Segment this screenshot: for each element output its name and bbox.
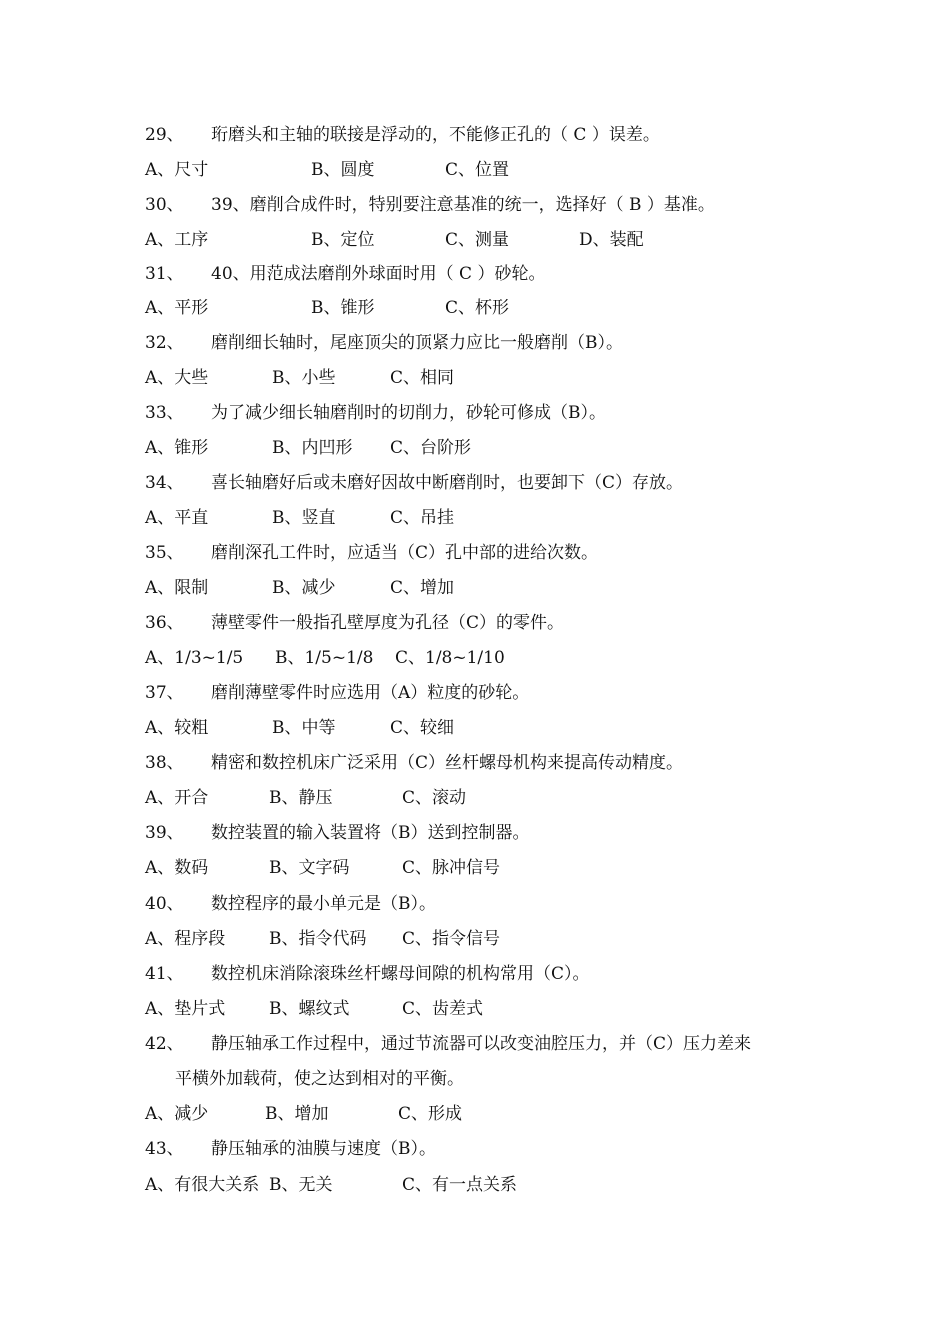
- option-a: A、限制: [145, 578, 209, 598]
- option-b: B、增加: [265, 1104, 329, 1124]
- option-b: B、竖直: [272, 508, 336, 528]
- question-number: 36、: [145, 613, 184, 633]
- question-number: 41、: [145, 964, 184, 984]
- question-text: 40、用范成法磨削外球面时用（ C ）砂轮。: [211, 264, 546, 284]
- question-number: 42、: [145, 1034, 184, 1054]
- option-c: C、吊挂: [390, 508, 455, 528]
- question-number: 35、: [145, 543, 184, 563]
- question-number: 32、: [145, 333, 184, 353]
- option-c: C、有一点关系: [402, 1175, 518, 1195]
- question-number: 43、: [145, 1139, 184, 1159]
- option-c: C、1/8~1/10: [395, 648, 505, 668]
- option-c: C、齿差式: [402, 999, 484, 1019]
- question-number: 37、: [145, 683, 184, 703]
- question-number: 39、: [145, 823, 184, 843]
- option-c: C、较细: [390, 718, 455, 738]
- question-text: 数控机床消除滚珠丝杆螺母间隙的机构常用（C）。: [211, 964, 590, 984]
- option-b: B、小些: [272, 368, 336, 388]
- option-a: A、开合: [145, 788, 209, 808]
- option-b: B、无关: [269, 1175, 333, 1195]
- option-d: D、装配: [579, 230, 644, 250]
- option-a: A、尺寸: [145, 160, 209, 180]
- option-b: B、定位: [311, 230, 375, 250]
- option-c: C、形成: [398, 1104, 463, 1124]
- question-number: 34、: [145, 473, 184, 493]
- option-a: A、平直: [145, 508, 209, 528]
- option-c: C、相同: [390, 368, 455, 388]
- question-text: 静压轴承工作过程中，通过节流器可以改变油腔压力，并（C）压力差来: [211, 1034, 752, 1054]
- question-number: 38、: [145, 753, 184, 773]
- option-b: B、内凹形: [272, 438, 353, 458]
- option-a: A、1/3~1/5: [145, 648, 244, 668]
- option-b: B、文字码: [269, 858, 350, 878]
- option-c: C、测量: [445, 230, 510, 250]
- question-number: 29、: [145, 125, 184, 145]
- option-b: B、锥形: [311, 298, 375, 318]
- question-number: 31、: [145, 264, 184, 284]
- option-b: B、螺纹式: [269, 999, 350, 1019]
- question-text: 为了减少细长轴磨削时的切削力，砂轮可修成（B）。: [211, 403, 606, 423]
- option-b: B、减少: [272, 578, 336, 598]
- question-42-continuation: [175, 1067, 464, 1091]
- question-number: 33、: [145, 403, 184, 423]
- option-a: A、锥形: [145, 438, 209, 458]
- question-text: 薄壁零件一般指孔壁厚度为孔径（C）的零件。: [211, 613, 565, 633]
- question-text: 数控程序的最小单元是（B）。: [211, 894, 436, 914]
- option-a: A、有很大关系: [145, 1175, 260, 1195]
- option-b: B、1/5~1/8: [275, 648, 374, 668]
- option-b: B、指令代码: [269, 929, 367, 949]
- question-text: 39、磨削合成件时，特别要注意基准的统一，选择好（ B ）基准。: [211, 195, 715, 215]
- option-a: A、数码: [145, 858, 209, 878]
- question-number: 40、: [145, 894, 184, 914]
- question-text: 珩磨头和主轴的联接是浮动的，不能修正孔的（ C ）误差。: [211, 125, 660, 145]
- question-text-continued: 平横外加载荷，使之达到相对的平衡。: [175, 1069, 464, 1089]
- option-c: C、脉冲信号: [402, 858, 501, 878]
- option-c: C、指令信号: [402, 929, 501, 949]
- option-a: A、垫片式: [145, 999, 226, 1019]
- question-text: 磨削薄壁零件时应选用（A）粒度的砂轮。: [211, 683, 530, 703]
- question-text: 磨削深孔工件时，应适当（C）孔中部的进给次数。: [211, 543, 599, 563]
- question-text: 静压轴承的油膜与速度（B）。: [211, 1139, 436, 1159]
- question-number: 30、: [145, 195, 184, 215]
- question-text: 数控装置的输入装置将（B）送到控制器。: [211, 823, 530, 843]
- option-c: C、杯形: [445, 298, 510, 318]
- option-a: A、程序段: [145, 929, 226, 949]
- option-b: B、静压: [269, 788, 333, 808]
- option-a: A、较粗: [145, 718, 209, 738]
- question-text: 精密和数控机床广泛采用（C）丝杆螺母机构来提高传动精度。: [211, 753, 684, 773]
- question-text: 磨削细长轴时，尾座顶尖的顶紧力应比一般磨削（B）。: [211, 333, 623, 353]
- option-a: A、平形: [145, 298, 209, 318]
- option-a: A、大些: [145, 368, 209, 388]
- question-text: 喜长轴磨好后或未磨好因故中断磨削时，也要卸下（C）存放。: [211, 473, 684, 493]
- option-b: B、中等: [272, 718, 336, 738]
- option-c: C、滚动: [402, 788, 467, 808]
- option-a: A、工序: [145, 230, 209, 250]
- option-a: A、减少: [145, 1104, 209, 1124]
- option-c: C、台阶形: [390, 438, 472, 458]
- option-c: C、增加: [390, 578, 455, 598]
- option-b: B、圆度: [311, 160, 375, 180]
- option-c: C、位置: [445, 160, 510, 180]
